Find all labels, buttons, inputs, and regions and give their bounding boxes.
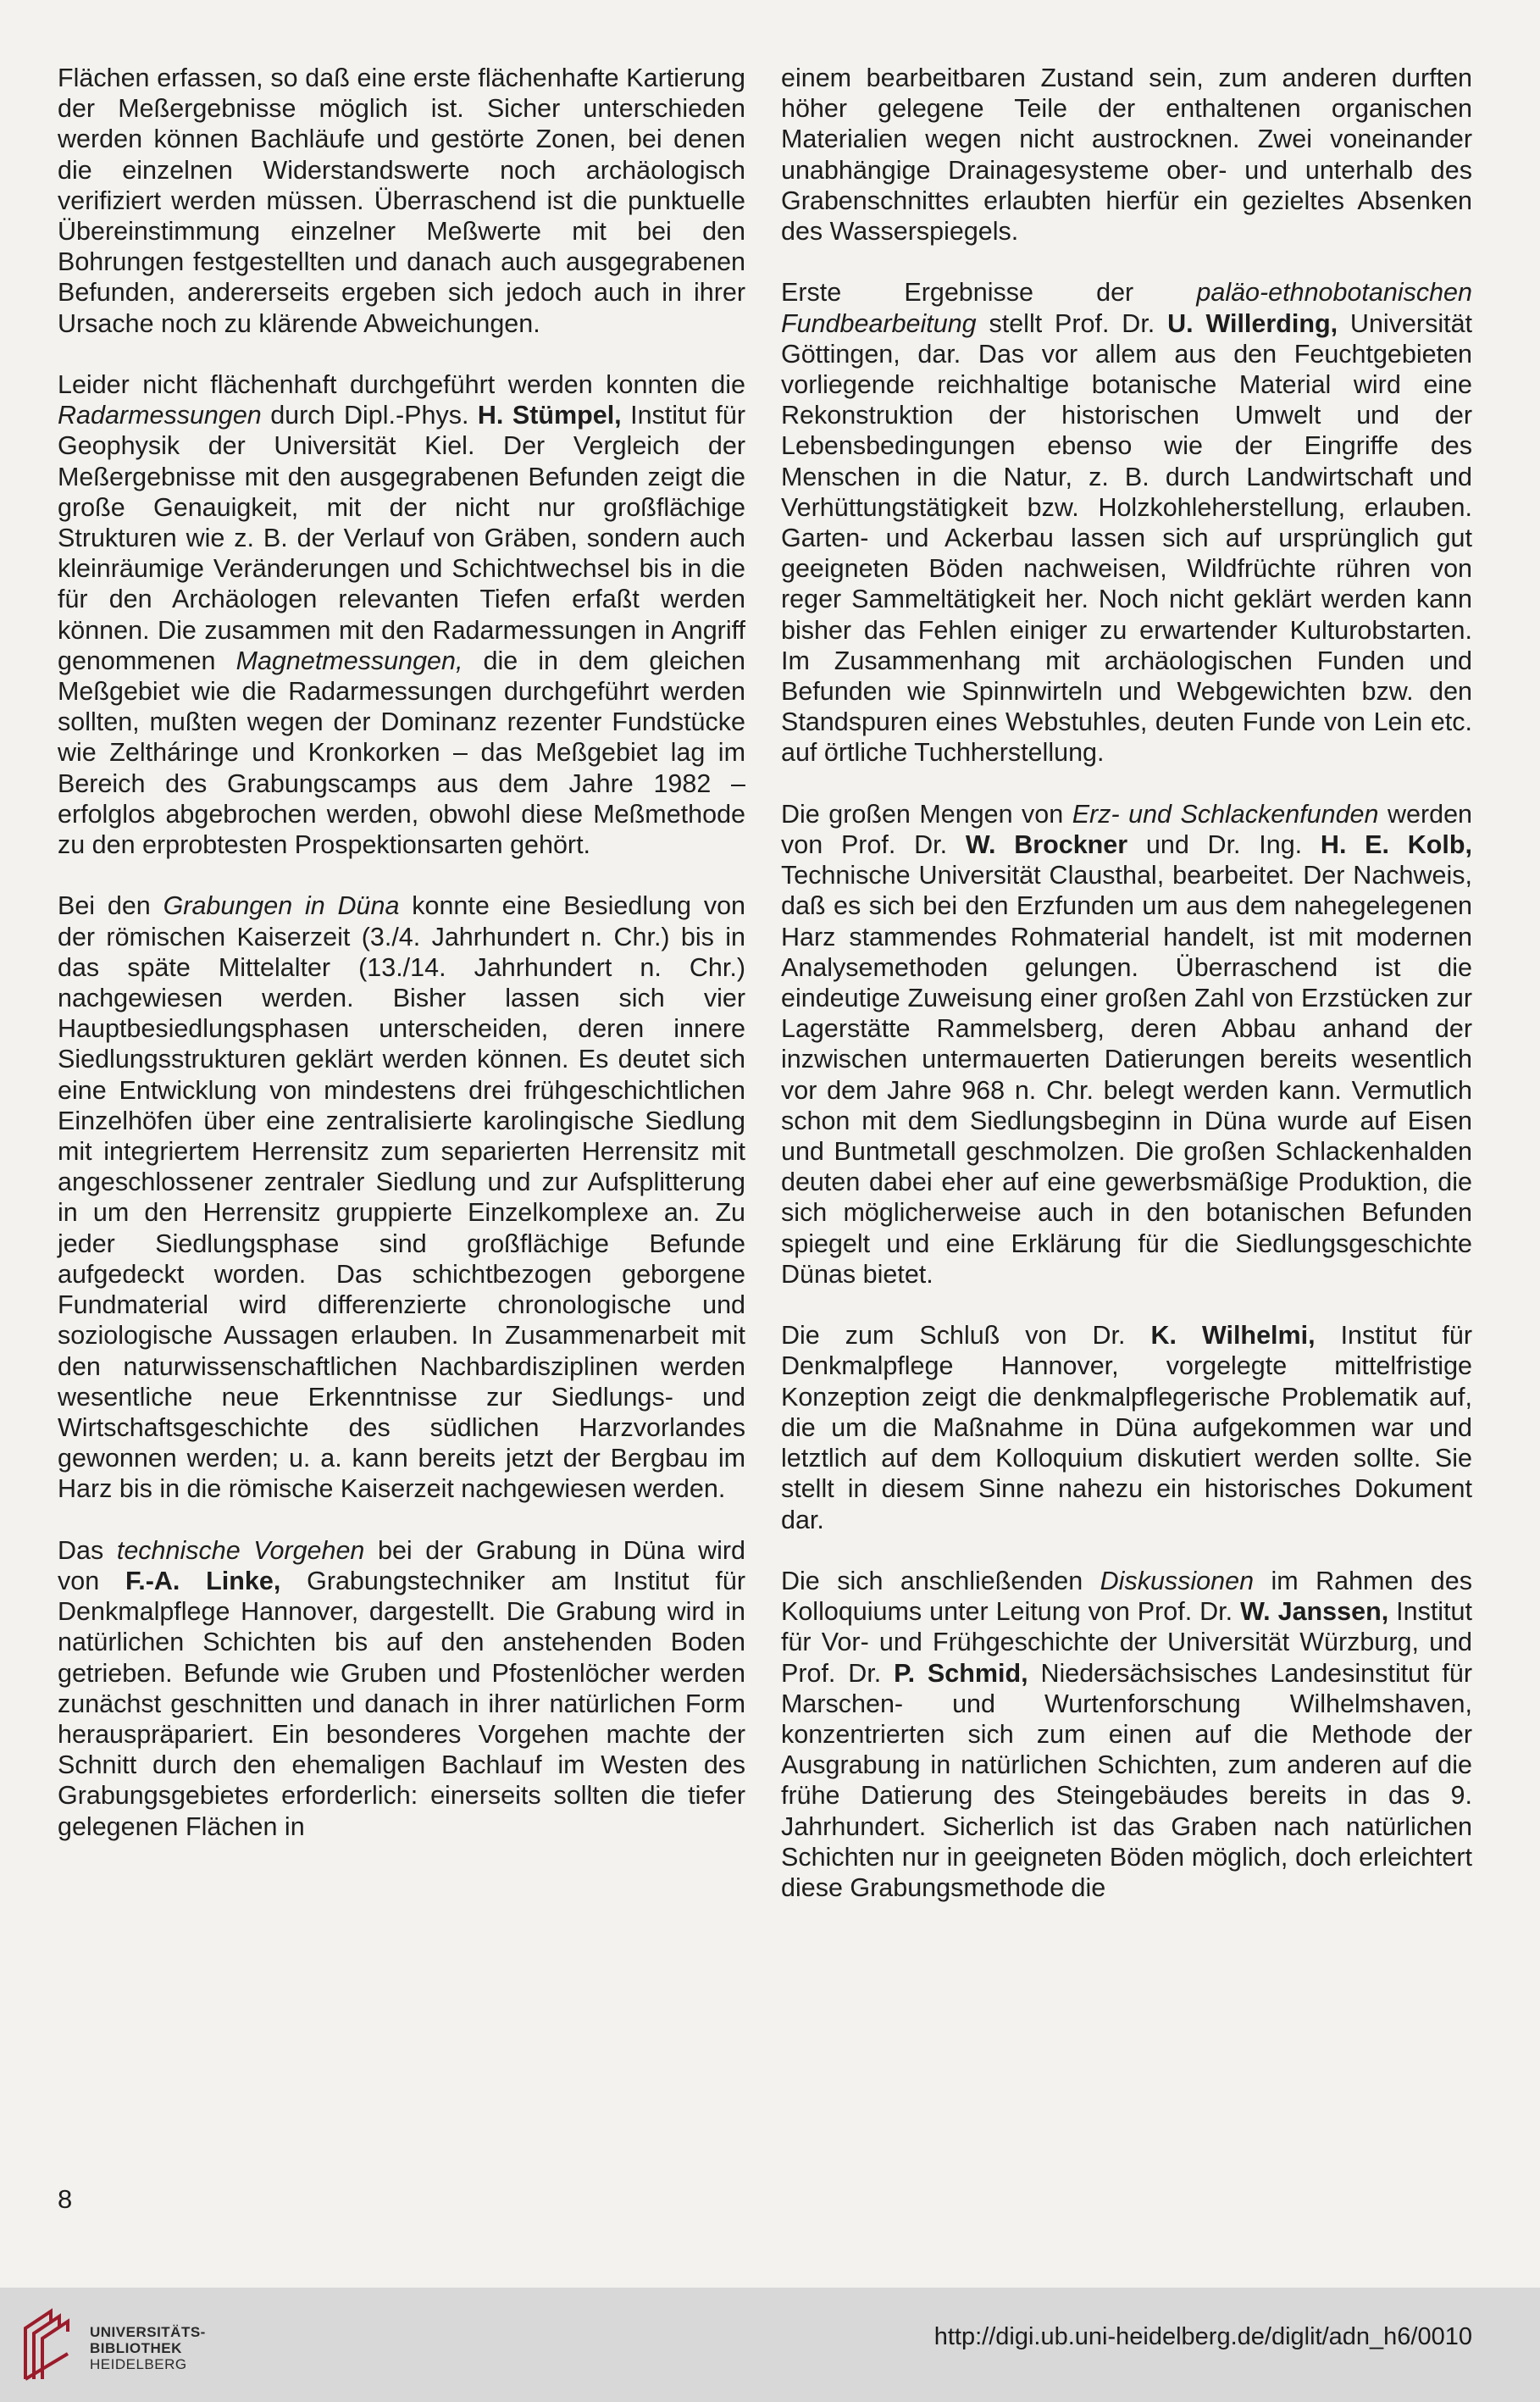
paragraph bbox=[781, 1320, 1472, 1534]
text: Institut für Vor- und Frühgeschichte der Universität Würzburg, und Prof. Dr. bbox=[781, 1597, 1472, 1688]
text: konnte eine Besiedlung von der römischen Kaiserzeit (3./4. Jahrhundert n. Chr.) bis in das späte Mittelalter (13./14. Jahrhundert n. Chr.) nachgewiesen werden. Bisher lassen sich vier Hauptbesiedlungsphasen unterscheiden, deren innere Siedlungsstrukturen geklärt werden können. Es deutet sich eine Entwicklung von mindestens drei frühgeschichtlichen Einzelhöfen über eine zentralisierte karolingische Siedlung mit integriertem Herrensitz zum separierten Herrensitz mit angeschlossener zentraler Siedlung und zur Aufsplitterung in um den Herrensitz gruppierte Einzelkomplexe an. Zu jeder Siedlungsphase sind großflächige Befunde aufgedeckt worden. Das schichtbezogen geborgene Fundmaterial wird differenzierte chronologische und soziologische Aussagen erlauben. In Zusammenarbeit mit den naturwissenschaftlichen Nachbardisziplinen werden wesentliche neue Erkenntnisse zur Siedlungs- und Wirtschaftsgeschichte des südlichen Harzvorlandes gewonnen werden; u. a. kann bereits jetzt der Bergbau im Harz bis in die römische Kaiserzeit nachgewiesen werden. bbox=[58, 891, 745, 1504]
emphasis: technische Vorgehen bbox=[116, 1535, 365, 1565]
text: die in dem gleichen Meßgebiet wie die Radarmessungen durchgeführt werden sollten, mußten wegen der Dominanz rezenter Fundstücke wie Zeltháringe und Kronkorken – das Meßgebiet lag im Bereich des Grabungscamps aus dem Jahre 1982 – erfolglos abgebrochen werden, obwohl diese Meßmethode zu den erprobtesten Prospektionsarten gehört. bbox=[58, 646, 745, 860]
author-name: H. Stümpel, bbox=[477, 401, 622, 430]
paragraph: Flächen erfassen, so daß eine erste flächenhafte Kartierung der Meßergebnisse möglich ist. Sicher unterschieden werden können Bachläufe und gestörte Zonen, bei denen die einzelnen Widerstandswerte noch archäologisch verifiziert werden müssen. Überraschend ist die punktuelle Übereinstimmung einzelner Meßwerte mit bei den Bohrungen festgestellten und danach auch ausgegrabenen Befunden, andererseits ergeben sich jedoch auch in ihrer Ursache noch zu klärende Abweichungen. bbox=[58, 64, 745, 338]
right-column bbox=[781, 63, 1472, 1903]
emphasis: paläo-ethnobotanischen Fundbearbeitung bbox=[781, 278, 1472, 338]
text: Institut für Denkmalpflege Hannover, vorgelegte mittelfristige Konzeption zeigt die denkmalpflegerische Problematik auf, die um die Maßnahme in Düna aufgekommen war und letztlich auf dem Kolloquium diskutiert werden sollte. Sie stellt in diesem Sinne nahezu ein historisches Dokument dar. bbox=[781, 1321, 1473, 1534]
text: Grabungstechniker am Institut für Denkmalpflege Hannover, dargestellt. Die Grabung wird in natürlichen Schichten bis auf den anstehenden Boden getrieben. Befunde wie Gruben und Pfostenlöcher werden zunächst geschnitten und danach in ihrer natürlichen Form herauspräpariert. Ein besonderes Vorgehen machte der Schnitt durch den ehemaligen Bachlauf im Westen des Grabungsgebietes erforderlich: einerseits sollten die tiefer gelegenen Flächen in bbox=[58, 1566, 745, 1841]
text: Die großen Mengen von bbox=[781, 799, 1072, 829]
text: Niedersächsisches Landesinstitut für Marschen- und Wurtenforschung Wilhelmshaven, konzentrierten sich zum einen auf die Methode der Ausgrabung in natürlichen Schichten, zum anderen auf die frühe Datierung des Steingebäudes bereits in das 9. Jahrhundert. Sicherlich ist das Graben nach natürlichen Schichten nur in geeigneten Böden möglich, doch erleichtert diese Grabungsmethode die bbox=[781, 1658, 1472, 1902]
author-name: U. Willerding, bbox=[1167, 308, 1338, 338]
text: Das bbox=[58, 1535, 117, 1565]
paragraph bbox=[58, 890, 745, 1504]
text: Institut für Geophysik der Universität Kiel. Der Vergleich der Meßergebnisse mit den ausgegrabenen Befunden zeigt die große Genauigkeit, mit der nicht nur großflächige Strukturen wie z. B. der Verlauf von Gräben, sondern auch kleinräumige Veränderungen und Schichtwechsel bis in die für den Archäologen relevanten Tiefen erfaßt werden können. Die zusammen mit den Radarmessungen in Angriff genommenen bbox=[58, 401, 745, 675]
paragraph bbox=[781, 799, 1472, 1290]
author-name: W. Janssen, bbox=[1240, 1597, 1389, 1627]
emphasis: Magnetmessungen, bbox=[235, 646, 463, 675]
author-name: W. Brockner bbox=[965, 830, 1128, 860]
text: werden von Prof. Dr. bbox=[781, 799, 1472, 860]
text: im Rahmen des Kolloquiums unter Leitung von Prof. Dr. bbox=[781, 1566, 1472, 1627]
library-name bbox=[90, 2324, 206, 2372]
emphasis: Erz- und Schlackenfunden bbox=[1072, 799, 1379, 829]
author-name: K. Wilhelmi, bbox=[1150, 1321, 1316, 1351]
paragraph bbox=[58, 369, 745, 860]
emphasis: Grabungen in Düna bbox=[163, 891, 400, 921]
text: Bei den bbox=[58, 891, 163, 921]
page-number: 8 bbox=[58, 2184, 73, 2214]
paragraph bbox=[781, 1566, 1472, 1903]
text: Technische Universität Clausthal, bearbeitet. Der Nachweis, daß es sich bei den Erzfunden um aus dem nahegelegenen Harz stammendes Rohmaterial handelt, ist mit modernen Analysemethoden gelungen. Überraschend ist die eindeutige Zuweisung einer großen Zahl von Erzstücken zur Lagerstätte Rammelsberg, deren Abbau anhand der inzwischen untermauerten Datierungen bereits wesentlich vor dem Jahre 968 n. Chr. belegt werden kann. Vermutlich schon mit dem Siedlungsbeginn in Düna wurde auf Eisen und Buntmetall geschmolzen. Die großen Schlackenhalden deuten dabei eher auf eine gewerbsmäßige Produktion, die sich möglicherweise auch in den botanischen Befunden spiegelt und eine Erklärung für die Siedlungsgeschichte Dünas bietet. bbox=[781, 861, 1472, 1289]
author-name: H. E. Kolb, bbox=[1320, 830, 1473, 860]
text: durch Dipl.-Phys. bbox=[261, 401, 478, 430]
paragraph: einem bearbeitbaren Zustand sein, zum anderen durften höher gelegene Teile der enthaltenen organischen Materialien wegen nicht austrocknen. Zwei voneinander unabhängige Drainagesysteme ober- und unterhalb des Grabenschnittes erlaubten hierfür ein gezieltes Absenken des Wasserspiegels. bbox=[781, 64, 1472, 247]
paragraph bbox=[781, 277, 1472, 768]
library-name-line: UNIVERSITÄTS- bbox=[90, 2324, 206, 2340]
emphasis: Diskussionen bbox=[1100, 1566, 1255, 1595]
text: bei der Grabung in Düna wird von bbox=[58, 1535, 746, 1595]
text: Die zum Schluß von Dr. bbox=[781, 1321, 1151, 1351]
source-url-link[interactable]: http://digi.ub.uni-heidelberg.de/diglit/adn_h6/0010 bbox=[933, 2323, 1472, 2350]
library-name-line: BIBLIOTHEK bbox=[90, 2340, 182, 2356]
author-name: F.-A. Linke, bbox=[125, 1566, 281, 1595]
library-name-line: HEIDELBERG bbox=[90, 2356, 187, 2372]
text: stellt Prof. Dr. bbox=[976, 308, 1168, 338]
text: Leider nicht flächenhaft durchgeführt werden konnten die bbox=[58, 370, 745, 400]
emphasis: Radarmessungen bbox=[58, 401, 262, 430]
text: Erste Ergebnisse der bbox=[781, 278, 1197, 308]
paragraph bbox=[58, 1535, 745, 1842]
author-name: P. Schmid, bbox=[894, 1658, 1028, 1688]
text: Die sich anschließenden bbox=[781, 1566, 1100, 1595]
library-logo-icon bbox=[17, 2303, 75, 2388]
text: und Dr. Ing. bbox=[1127, 830, 1321, 860]
text: Universität Göttingen, dar. Das vor allem aus den Feuchtgebieten vorliegende reichhaltige botanische Material wird eine Rekonstruktion der historischen Umwelt und der Lebensbedingungen ebenso wie der Eingriffe des Menschen in die Natur, z. B. durch Landwirtschaft und Verhüttungstätigkeit bzw. Holzkohleherstellung, erlauben. Garten- und Ackerbau lassen sich auf ursprünglich gut geeigneten Böden nachweisen, Wildfrüchte rühren von reger Sammeltätigkeit her. Noch nicht geklärt werden kann bisher das Fehlen einiger zu erwartender Kulturobstarten. Im Zusammenhang mit archäologischen Funden und Befunden wie Spinnwirteln und Webgewichten bzw. den Standspuren eines Webstuhles, deuten Funde von Lein etc. auf örtliche Tuchherstellung. bbox=[781, 308, 1473, 768]
left-column bbox=[58, 63, 745, 1842]
